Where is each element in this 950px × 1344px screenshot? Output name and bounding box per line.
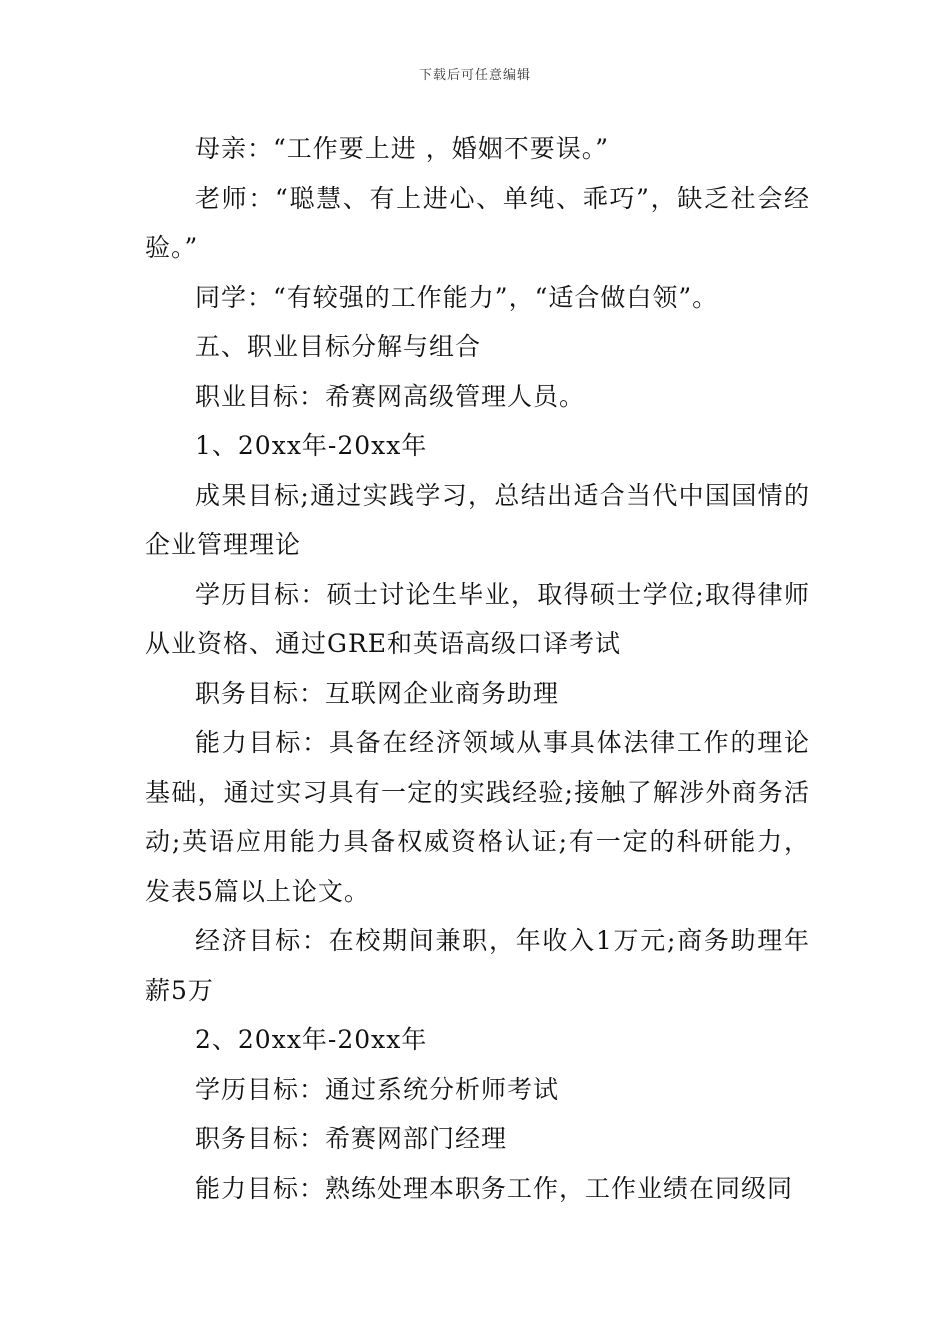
paragraph-career-goal: 职业目标：希赛网高级管理人员。 bbox=[195, 381, 586, 411]
subheading-period-1: 1、20xx年-20xx年 bbox=[195, 431, 428, 460]
section-heading-goal-breakdown: 五、职业目标分解与组合 bbox=[195, 332, 482, 361]
document-body bbox=[145, 124, 810, 1213]
paragraph-position-goal-1: 职务目标：互联网企业商务助理 bbox=[195, 678, 560, 708]
paragraph-position-goal-2: 职务目标：希赛网部门经理 bbox=[195, 1124, 508, 1153]
subheading-period-2: 2、20xx年-20xx年 bbox=[195, 1025, 428, 1054]
page-header-note: 下载后可任意编辑 bbox=[418, 68, 531, 83]
paragraph-teacher-quote: 老师：“聪慧、有上进心、单纯、乖巧”，缺乏社会经验。” bbox=[145, 183, 810, 262]
paragraph-mother-quote: 母亲：“工作要上进 ，婚姻不要误。” bbox=[195, 134, 610, 163]
paragraph-ability-goal-2: 能力目标：熟练处理本职务工作，工作业绩在同级同 bbox=[195, 1173, 794, 1203]
paragraph-education-goal-1: 学历目标：硕士讨论生毕业，取得硕士学位;取得律师从业资格、通过GRE和英语高级口译考试 bbox=[145, 579, 810, 658]
paragraph-ability-goal-1: 能力目标：具备在经济领域从事具体法律工作的理论基础，通过实习具有一定的实践经验;接触了解涉外商务活动;英语应用能力具备权威资格认证;有一定的科研能力，发表5篇以上论文。 bbox=[145, 728, 810, 906]
paragraph-economic-goal-1: 经济目标：在校期间兼职，年收入1万元;商务助理年薪5万 bbox=[145, 926, 810, 1005]
paragraph-education-goal-2: 学历目标：通过系统分析师考试 bbox=[195, 1074, 560, 1104]
paragraph-achievement-goal: 成果目标;通过实践学习，总结出适合当代中国国情的企业管理理论 bbox=[145, 480, 810, 559]
paragraph-classmate-quote: 同学：“有较强的工作能力”，“适合做白领”。 bbox=[195, 282, 719, 312]
